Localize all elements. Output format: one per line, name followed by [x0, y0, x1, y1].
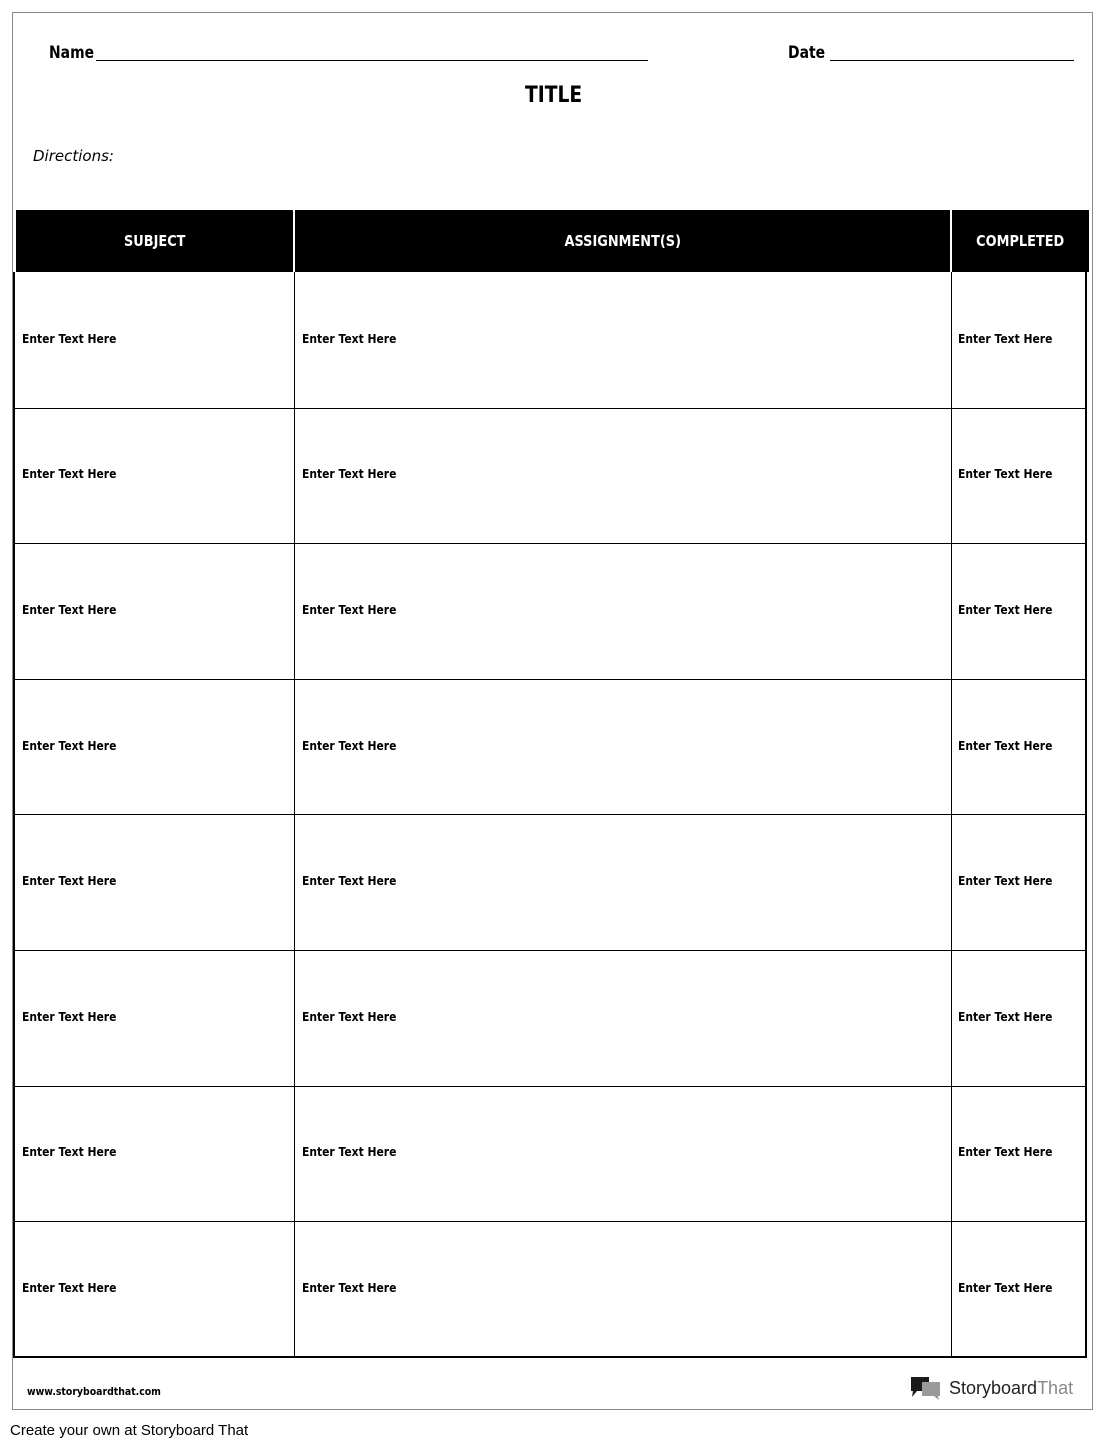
- column-header-assignments: ASSIGNMENT(S): [295, 210, 950, 272]
- directions-label: Directions:: [33, 147, 114, 165]
- subject-cell-text[interactable]: Enter Text Here: [22, 466, 117, 482]
- completed-cell-text[interactable]: Enter Text Here: [958, 1144, 1053, 1160]
- row-divider: [15, 408, 1085, 409]
- assignment-cell-text[interactable]: Enter Text Here: [302, 1280, 397, 1295]
- subject-cell-text[interactable]: Enter Text Here: [22, 330, 117, 346]
- date-field-line[interactable]: [830, 60, 1074, 61]
- row-divider: [15, 1086, 1085, 1087]
- subject-cell-text[interactable]: Enter Text Here: [22, 873, 117, 889]
- assignment-cell-text[interactable]: Enter Text Here: [302, 873, 397, 889]
- completed-cell-text[interactable]: Enter Text Here: [958, 602, 1053, 617]
- speech-bubble-icon: [909, 1375, 943, 1401]
- assignment-cell-text[interactable]: Enter Text Here: [302, 466, 397, 482]
- subject-cell-text[interactable]: Enter Text Here: [22, 737, 117, 753]
- name-field-line[interactable]: [96, 60, 648, 61]
- assignment-cell-text[interactable]: Enter Text Here: [302, 602, 397, 617]
- completed-cell-text[interactable]: Enter Text Here: [958, 873, 1053, 889]
- assignment-table: [13, 272, 1087, 1358]
- row-divider: [15, 950, 1085, 951]
- subject-cell-text[interactable]: Enter Text Here: [22, 602, 117, 617]
- date-label: Date: [788, 43, 826, 63]
- subject-cell-text[interactable]: Enter Text Here: [22, 1144, 117, 1160]
- assignment-cell-text[interactable]: Enter Text Here: [302, 330, 397, 346]
- page-title: TITLE: [524, 83, 583, 108]
- worksheet-page: [12, 12, 1093, 1410]
- name-label: Name: [49, 43, 95, 63]
- logo-text-storyboard: Storyboard: [949, 1377, 1038, 1398]
- completed-cell-text[interactable]: Enter Text Here: [958, 330, 1053, 346]
- assignment-cell-text[interactable]: Enter Text Here: [302, 1008, 397, 1024]
- row-divider: [15, 679, 1085, 680]
- storyboardthat-logo: [909, 1375, 1073, 1401]
- assignment-cell-text[interactable]: Enter Text Here: [302, 1144, 397, 1160]
- completed-cell-text[interactable]: Enter Text Here: [958, 1008, 1053, 1024]
- footer-url: www.storyboardthat.com: [27, 1385, 161, 1398]
- subject-cell-text[interactable]: Enter Text Here: [22, 1280, 117, 1295]
- completed-cell-text[interactable]: Enter Text Here: [958, 466, 1053, 482]
- completed-cell-text[interactable]: Enter Text Here: [958, 737, 1053, 753]
- completed-cell-text[interactable]: Enter Text Here: [958, 1280, 1053, 1295]
- row-divider: [15, 1221, 1085, 1222]
- assignment-cell-text[interactable]: Enter Text Here: [302, 737, 397, 753]
- logo-text-that: That: [1037, 1377, 1074, 1398]
- column-header-subject: SUBJECT: [16, 210, 293, 272]
- row-divider: [15, 543, 1085, 544]
- create-your-own-link[interactable]: Create your own at Storyboard That: [10, 1422, 249, 1439]
- row-divider: [15, 814, 1085, 815]
- column-header-completed: COMPLETED: [952, 210, 1089, 272]
- subject-cell-text[interactable]: Enter Text Here: [22, 1008, 117, 1024]
